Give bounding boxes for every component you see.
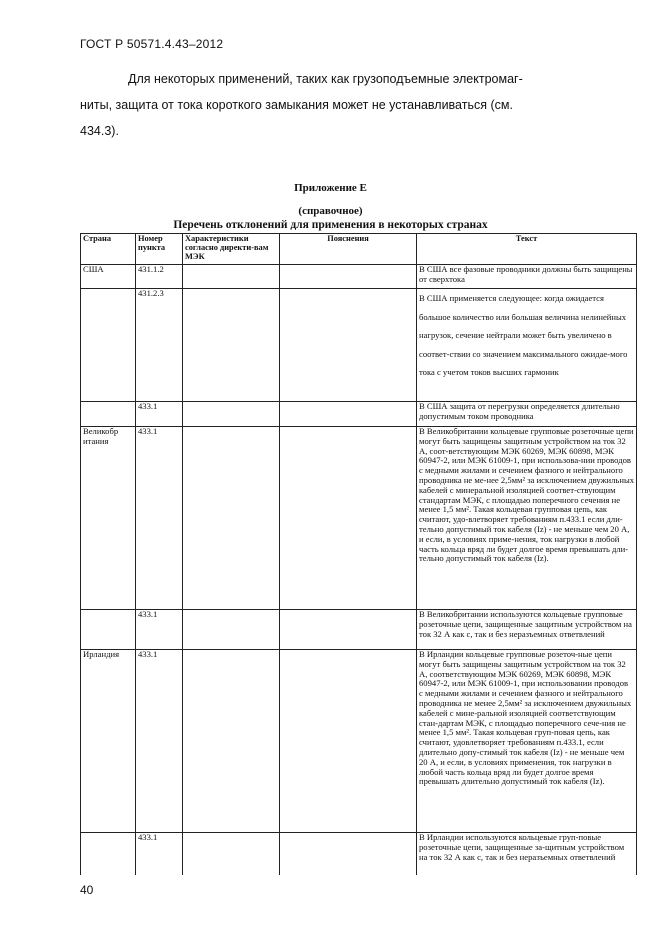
table-row (81, 402, 637, 427)
cell-characteristics (183, 265, 280, 289)
page-number: 40 (80, 883, 94, 897)
cell-notes (280, 833, 417, 875)
header-characteristics: Характеристики согласно директи-вам МЭК (183, 234, 280, 265)
intro-paragraph (80, 66, 600, 144)
cell-clause: 433.1 (136, 402, 183, 427)
cell-text: В США все фазовые проводники должны быть защищены от сверхтока (417, 265, 637, 289)
cell-country: США (81, 265, 136, 289)
cell-notes (280, 427, 417, 610)
cell-clause: 433.1 (136, 650, 183, 833)
cell-clause: 433.1 (136, 610, 183, 650)
cell-characteristics (183, 833, 280, 875)
intro-line-1: Для некоторых применений, таких как грузоподъемные электромаг- (128, 72, 523, 86)
cell-clause: 431.2.3 (136, 289, 183, 402)
cell-text: В Великобритании кольцевые групповые розеточные цепи могут быть защищены защитным устройством на ток 32 А, соот-ветствующим МЭК 60269, МЭК 60898, МЭК 60947-2, или МЭК 61009-1, при использова-нии проводов с медными жилами и сечением фазного и нейтрального проводника не ме-нее 2,5мм² за исключением двужильных кабелей с минеральной изоляцией соответ-ствующим стандартам МЭК, с площадью поперечного сечения не менее 1,5 мм². Такая кольцевая групповая цепь, как считают, удо-влетворяет требованиям п.433.1 если дли-тельно допустимый ток кабеля (Iz) - не меньше чем 20 А, и если, в условиях приме-нения, ток нагрузки в любой часть кольца вряд ли будет долгое время превышать дли-тельно допустимый ток кабеля (Iz). (417, 427, 637, 610)
table-row (81, 650, 637, 833)
cell-clause: 433.1 (136, 833, 183, 875)
cell-country (81, 610, 136, 650)
header-country: Страна (81, 234, 136, 265)
cell-text: В США защита от перегрузки определяется длительно допустимым током проводника (417, 402, 637, 427)
table-row (81, 289, 637, 402)
cell-characteristics (183, 610, 280, 650)
cell-clause: 431.1.2 (136, 265, 183, 289)
cell-text: В Ирландии кольцевые групповые розеточ-ные цепи могут быть защищены защитным устройством на ток 32 А, соответствующим МЭК 60269, МЭК 60898, МЭК 60947-2, или МЭК 61009-1, при использовании проводов с медными жилами и сечением фазного и нейтрального проводника не менее 2,5мм² за исключением двужильных кабелей с мине-ральной изоляцией соответствующим стан-дартам МЭК, с площадью поперечного сече-ния не менее 1,5 мм². Такая кольцевая груп-повая цепь, как считают, удовлетворяет требованиям п.433.1, если длительно допу-стимый ток кабеля (Iz) - не меньше чем 20 А, и если, в условиях применения, ток нагрузки в любой часть кольца вряд ли будет долгое время превышать длительно допустимый ток кабеля (Iz). (417, 650, 637, 833)
cell-text: В Ирландии используются кольцевые груп-повые розеточные цепи, защищенные за-щитным устройством на ток 32 А как с, так и без неразъемных ответвлений (417, 833, 637, 875)
cell-country: Великобр итания (81, 427, 136, 610)
table-row (81, 610, 637, 650)
cell-characteristics (183, 650, 280, 833)
table-caption: Перечень отклонений для применения в некоторых странах (173, 219, 488, 231)
cell-notes (280, 650, 417, 833)
intro-line-2: ниты, защита от тока короткого замыкания может не устанавливаться (см. (80, 98, 513, 112)
cell-text: В Великобритании используются кольцевые групповые розеточные цепи, защищенные защитным устройством на ток 32 А как с, так и без неразъемных ответвлений (417, 610, 637, 650)
cell-clause: 433.1 (136, 427, 183, 610)
cell-country (81, 402, 136, 427)
header-text: Текст (417, 234, 637, 265)
header-notes: Пояснения (280, 234, 417, 265)
cell-characteristics (183, 289, 280, 402)
cell-notes (280, 289, 417, 402)
table-row (81, 833, 637, 875)
table-row (81, 265, 637, 289)
cell-notes (280, 265, 417, 289)
cell-country: Ирландия (81, 650, 136, 833)
document-code: ГОСТ Р 50571.4.43–2012 (80, 37, 224, 51)
deviations-table (80, 233, 637, 875)
cell-notes (280, 402, 417, 427)
table-header-row (81, 234, 637, 265)
cell-notes (280, 610, 417, 650)
table-row (81, 427, 637, 610)
annex-title: Приложение Е (294, 182, 367, 194)
header-clause: Номер пункта (136, 234, 183, 265)
cell-characteristics (183, 427, 280, 610)
cell-characteristics (183, 402, 280, 427)
cell-country (81, 833, 136, 875)
cell-text: В США применяется следующее: когда ожидается большое количество или большая величина нелинейных нагрузок, сечение нейтрали может быть увеличено в соответ-ствии со значением максимального ожидае-мого тока с учетом токов высших гармоник (417, 289, 637, 402)
intro-line-3: 434.3). (80, 124, 119, 138)
cell-country (81, 289, 136, 402)
annex-kind: (справочное) (298, 205, 363, 217)
